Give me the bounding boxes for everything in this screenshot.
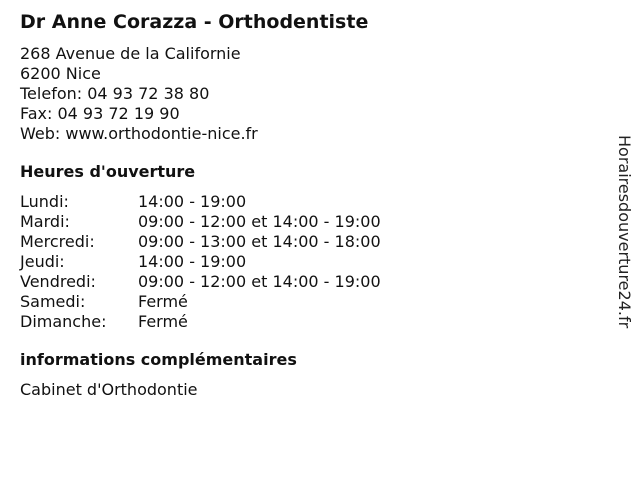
hours-time: 14:00 - 19:00: [138, 252, 247, 271]
hours-time: 14:00 - 19:00: [138, 192, 247, 211]
address-street: 268 Avenue de la Californie: [20, 44, 241, 63]
content: [20, 10, 580, 400]
hours-day: Lundi:: [20, 192, 69, 211]
hours-table: [20, 192, 580, 332]
hours-time: 09:00 - 12:00 et 14:00 - 19:00: [138, 212, 381, 231]
hours-day: Dimanche:: [20, 312, 107, 331]
address-block: [20, 44, 580, 144]
hours-row-samedi: [20, 292, 580, 312]
info-text: Cabinet d'Orthodontie: [20, 380, 198, 399]
page-title: Dr Anne Corazza - Orthodentiste: [20, 11, 369, 33]
hours-day: Vendredi:: [20, 272, 96, 291]
address-city: 6200 Nice: [20, 64, 101, 83]
hours-row-vendredi: [20, 272, 580, 292]
hours-heading: Heures d'ouverture: [20, 162, 196, 181]
watermark-text: Horairesdouverture24.fr: [615, 135, 634, 329]
hours-time: Fermé: [138, 312, 188, 331]
hours-day: Jeudi:: [20, 252, 65, 271]
hours-day: Mardi:: [20, 212, 70, 231]
hours-row-mardi: [20, 212, 580, 232]
hours-row-lundi: [20, 192, 580, 212]
watermark: [610, 135, 636, 375]
hours-time: 09:00 - 13:00 et 14:00 - 18:00: [138, 232, 381, 251]
address-web: Web: www.orthodontie-nice.fr: [20, 124, 258, 143]
hours-time: 09:00 - 12:00 et 14:00 - 19:00: [138, 272, 381, 291]
hours-time: Fermé: [138, 292, 188, 311]
hours-row-dimanche: [20, 312, 580, 332]
hours-day: Mercredi:: [20, 232, 95, 251]
info-heading: informations complémentaires: [20, 350, 297, 369]
address-fax: Fax: 04 93 72 19 90: [20, 104, 180, 123]
hours-row-jeudi: [20, 252, 580, 272]
hours-row-mercredi: [20, 232, 580, 252]
hours-day: Samedi:: [20, 292, 86, 311]
address-phone: Telefon: 04 93 72 38 80: [20, 84, 210, 103]
